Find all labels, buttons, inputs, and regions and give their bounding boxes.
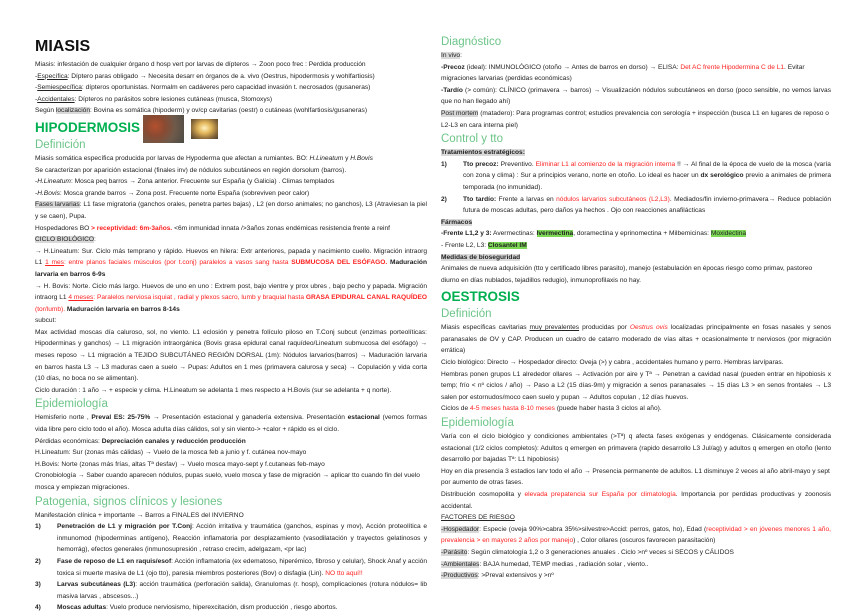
paragraph [35, 59, 427, 71]
text-run: : Según climatología 1,2 o 3 generaciones anuales . Ciclo >nº veces si SECOS y CÁLIDOS [467, 548, 734, 556]
text-run: H.Bovis [350, 154, 373, 162]
text-run: Tto precoz: [463, 160, 499, 168]
paragraph [441, 108, 831, 131]
text-run: Accidentales [37, 95, 75, 103]
text-run: : Acción irritativa y traumática (ganchos, espinas y mov), Acción proteolítica e inmunomod (hipoderminas antígeno), Reacción inflamatoria por desplazamiento (vasodilatación y trayectos gelatinosos y hemorrág), efectos generales (inmunosupresión , retraso crecim, adelgazam, <pr lac) [57, 523, 427, 554]
text-run: localización [55, 107, 90, 115]
text-run: : [94, 236, 96, 244]
paragraph [35, 94, 427, 106]
text-run: -Frente L1,2 y 3: [441, 230, 492, 238]
list-item [441, 159, 831, 194]
text-run: Semiespecífica [37, 84, 82, 92]
text-run: Closantel IM [487, 241, 527, 249]
text-run: Patogenia, signos clínicos y lesiones [35, 495, 223, 508]
text-run: Hembras ponen grupos L1 alrededor ollares → Activación por aire y Tª → Penetran a cavidad nasal (pueden entrar en hipobiosis x temp; frío < nº ciclos / año) → Paso a L2 (15 días-9m) y migración a senos paranasales → 15 días L3 > en senos frontales → L3 salen por estornudos/moco caen suelo y pupan → Adultos copulan , 12 días huevos. [441, 370, 831, 401]
text-run: → Presentación estacional y ganadería extensiva. Presentación [150, 414, 348, 422]
text-run: -Parásito [441, 548, 468, 556]
text-run: H.Lineatum: Sur (zonas más cálidas) → Vuelo de la mosca feb a junio y f. cutánea nov-mayo [35, 449, 307, 457]
text-run: : [460, 52, 462, 59]
text-run: : BAJA humedad, TEMP medias , radiación solar , viento.. [479, 560, 649, 568]
text-run: → H. Bovis: Norte. Ciclo más largo. Huevos de uno en uno : Extrem post, bajo vientre y prox ubres , bajo pecho y papada. Migración intraorg L1 [35, 282, 427, 302]
text-run: -Ambientales [441, 560, 480, 568]
text-run: Miasis: infestación de cualquier órgano d hosp vert por larvas de dípteros → Zoon poco frec : Perdida producción [35, 61, 366, 68]
text-run: Varía con el ciclo biológico y condiciones ambientales (>Tª) q afecta fases exógenas y endógenas. Clásicamente considerada estacional (1/2 ciclos completos): Adultos q emergen en primavera (rapido desarrollo L3 Jul/ag) y adultos q emergen en otoño (lento desarrollo por bajadas Tª: L1 hipobiosis) [441, 433, 831, 464]
subsection-title [441, 306, 831, 322]
text-run: Hemisferio norte , [35, 414, 92, 422]
paragraph [441, 357, 831, 369]
paragraph [35, 105, 427, 117]
list-number: 2) [441, 195, 447, 203]
paragraph [35, 470, 427, 493]
text-run: SUBMUCOSA DEL ESÓFAGO. [291, 259, 388, 267]
text-run: muy prevalentes [529, 324, 580, 332]
text-run: Oestrus ovis [629, 324, 668, 332]
paragraph [35, 246, 427, 281]
text-run: Distribución cosmopolita y [441, 491, 525, 498]
paragraph [441, 547, 831, 559]
text-run: Fase de reposo de L1 en raquis/esof [57, 557, 172, 565]
text-run: Maduración larvaria en barros 6-9s [35, 259, 427, 278]
paragraph [441, 322, 831, 357]
text-run: (ideal): INMUNOLÓGICO (otoño → Antes de barros en dorso) → ELISA: [464, 63, 681, 71]
list-item [441, 194, 831, 217]
text-run: H.Lineatum [309, 154, 344, 162]
text-run: -Productivos [441, 572, 478, 580]
paragraph [35, 412, 427, 435]
paragraph [441, 431, 831, 466]
text-run: Moxidectina [710, 230, 747, 238]
left-column [35, 34, 427, 614]
text-run: , doramectina y eprinomectina + Milbemicinas: [573, 230, 711, 238]
text-run: : Mosca grande barros → Zona post. Frecuente norte España (sobreviven peor calor) [59, 189, 310, 197]
section-title [35, 118, 427, 137]
text-run: MIASIS [35, 38, 91, 55]
text-run: -Tardío [441, 86, 463, 94]
text-run: elevada prepatencia sur España por climatología [524, 491, 676, 498]
paragraph [441, 403, 831, 415]
text-run: HIPODERMOSIS [35, 119, 141, 135]
paragraph [441, 228, 831, 240]
text-run: Fases larvarias [35, 201, 80, 209]
paragraph [35, 510, 427, 522]
text-run: Larvas subcutáneas (L3) [57, 581, 136, 589]
text-run: . Evitar migraciones larvarias (perdidas económicas) [441, 63, 805, 83]
text-run: Eliminar L1 al comienzo de la migración interna [535, 160, 676, 168]
text-run: 4-5 meses hasta 8-10 meses [469, 405, 555, 413]
text-run: GRASA EPIDURAL CANAL RAQUÍDEO [305, 294, 427, 302]
text-run: Hospedadores BO [35, 224, 92, 232]
text-run: : Paralelos nerviosa isquiat , radial y plexos sacro, lumb y braquial hasta [93, 294, 306, 302]
text-run: Frente a larvas en [496, 195, 557, 203]
text-run: (> común): CLÍNICO (primavera → barros) → Visualización nódulos subcutáneos en dorso (poco sensible, no vemos larvas que no han llegado ahí) [441, 86, 831, 106]
paragraph [441, 85, 831, 108]
paragraph [35, 234, 427, 246]
text-run: Penetración de L1 y migración por T.Conj [57, 523, 192, 531]
text-run: Epidemiología [441, 417, 514, 430]
text-run: FACTORES DE RIESGO [441, 514, 515, 522]
list-number: 4) [35, 604, 41, 612]
list-number: 1) [35, 523, 41, 531]
paragraph [441, 489, 831, 512]
text-run: Cronobiología → Saber cuando aparecen nódulos, pupas suelo, vuelo mosca y fase de migración → aplicar tto cuando fin del vuelo mosca y empiezan migraciones. [35, 472, 420, 491]
text-run: : Dípteros no parásitos sobre lesiones cutáneas (musca, Stomoxys) [74, 95, 273, 103]
subsection-title [441, 131, 831, 147]
text-run: H.Lineatum [37, 178, 71, 186]
right-column [441, 34, 831, 582]
text-run: dx serológico [700, 172, 744, 180]
paragraph [35, 315, 427, 327]
paragraph [35, 223, 427, 235]
text-run: -Hospedador [441, 525, 480, 533]
text-run: Maduración larvaria en barros 8-14s [66, 305, 180, 313]
paragraph [35, 165, 427, 177]
text-run: : Vuelo produce nerviosismo, hiperexcitación, dism producción , riesgo abortos. [106, 604, 338, 612]
text-run: Ciclo biológico: Directo → Hospedador directo: Oveja (>) y cabra , accidentales humano y perro. Hembras larvíparas. [441, 359, 784, 367]
paragraph [441, 240, 831, 252]
text-run: localizadas principalmente en fosas nasales y senos paranasales de OV y CAP. Producen un cuadro de catarro moderado de vías altas + ocasionalmente tr nerviosos (por migración errática) [441, 324, 832, 355]
text-run: Tto tardío: [463, 195, 497, 203]
text-run: Det AC frente Hipodermina C de L1 [680, 63, 785, 71]
paragraph [35, 199, 427, 222]
text-run: - Frente L2, L3: [441, 241, 488, 249]
text-run: Tratamientos estratégicos: [441, 149, 525, 157]
subsection-title [35, 137, 427, 153]
text-run: - [35, 95, 38, 103]
text-run: (matadero): Para programas control; estudios prevalencia con serología + inspección (busca L1 en lugares de reposo o L2-L3 en cara interna piel) [441, 109, 829, 129]
paragraph [441, 512, 831, 524]
paragraph [441, 263, 831, 286]
text-run: ) , Color ollares (oscuros favorecen parasitación) [573, 537, 716, 545]
text-run: Depreciación canales y reducción producción [101, 437, 246, 445]
text-run: 1 mes [45, 259, 64, 267]
paragraph [35, 436, 427, 448]
paragraph [441, 559, 831, 571]
text-run: Ciclos de [441, 405, 470, 413]
text-run: (puede haber hasta 3 ciclos al año). [554, 405, 662, 413]
text-run: <6m inmunidad innata />3años zonas endémicas resistencia frente a reinf [172, 224, 390, 232]
text-run: : dípteros oportunistas. Normalm en cadáveres pero capacidad invasión t. necrosados (gusaneras) [81, 84, 371, 92]
text-run: producidas por [579, 324, 630, 332]
text-run: !! → Al final de la época de vuelo de la mosca (varía con zona y clima) : Sur a principios verano, norte en otoño. Lo ideal es hacer un [463, 160, 831, 180]
text-run: - [35, 178, 38, 186]
paragraph [35, 447, 427, 459]
subsection-title [441, 34, 831, 50]
text-run: : >Preval extensivos y >nº [477, 572, 554, 580]
text-run: : Díptero paras obligado → Necesita desarr en órganos de a. vivo (Oestrus, hipodermosis y wohlfartiosis) [67, 72, 375, 80]
text-run: Definición [441, 308, 492, 321]
paragraph [441, 62, 831, 85]
subsection-title [35, 396, 427, 412]
list-number: 2) [35, 557, 41, 565]
text-run: y [343, 154, 351, 162]
text-run: Manifestación clínica + importante → Barros a FINALES del INVIERNO [35, 511, 244, 519]
text-run: (tor/lumb). [35, 305, 66, 313]
text-run: Se caracterizan por aparición estacional (finales inv) de nódulos subcutáneos en región dorsolum (barros). [35, 166, 347, 174]
text-run: Específica [37, 72, 68, 80]
text-run: . Importancia por perdidas productivas y zoonosis accidental. [441, 491, 831, 510]
text-run: : Bovina es somática (hipoderm) y ov/cp cavitarias (oestr) o cutáneas (wohlfartiosis/gusaneras) [90, 107, 368, 115]
text-run: NO tto aquí!! [325, 569, 363, 577]
text-run: (vemos formas vida libre pero ciclo todo el año). Mosca adulta días cálidos, sol y sin viento-> +calor + rápido es el ciclo. [35, 414, 428, 434]
text-run: Hoy en día presencia 3 estadios larv todo el año → Presencia permanente de adultos. L1 disminuye 2 veces al año abril-mayo y sept por aumento de otras fases. [441, 467, 830, 487]
paragraph [441, 252, 831, 264]
paragraph [441, 147, 831, 159]
paragraph [441, 217, 831, 229]
paragraph [441, 570, 831, 582]
paragraph [35, 71, 427, 83]
text-run: Miasis somática específica producida por larvas de Hypoderma que afectan a rumiantes. BO: [35, 154, 310, 162]
list-text [57, 556, 427, 579]
text-run: Avermectinas: [491, 230, 537, 238]
paragraph [35, 153, 427, 165]
paragraph [441, 50, 831, 62]
list-item [35, 521, 427, 556]
paragraph [441, 466, 831, 489]
paragraph [35, 385, 427, 397]
doc-title [35, 36, 427, 58]
text-run: H.Bovis: Norte (zonas más frías, altas Tª desfav) → Vuelo mosca mayo-sept y f.cutaneas feb-mayo [35, 460, 325, 468]
list-text [463, 194, 831, 217]
text-run: Animales de nueva adquisición (tto y certificado libres parasito), manejo (estabulación en épocas riesgo como primav, pastoreo diurno en días nublados, tejadillos redugio), inmunoprofilaxis no hay. [441, 265, 813, 284]
text-run: Max actividad moscas día caluroso, sol, no viento. L1 eclosión y penetra folículo piloso en T.Conj subcut (enzimas porteolíticas: Hipoderminas y ganchos) → L1 migración intraorgánica (Bovis grasa epidural canal raquídeo/Lineatum submucosa del esófago) → meses reposo → L1 migración a TEJIDO SUBCUTÁNEO REGIÓN DORSAL (1m): Nódulos larvarios(barros) → Maduración larvaria en barros hasta L3 → L3 maduras caen a suelo → Pupas: Adultos en 1 mes (primavera calurosa y seca) → Copulación y vida corta (10 días, no boca no se alimentan). [35, 328, 427, 383]
text-run: previo a animales de primera temporada (no inmunidad). [463, 172, 832, 191]
text-run: Medidas de bioseguridad [441, 253, 521, 261]
paragraph [35, 188, 427, 200]
list-text [57, 521, 427, 556]
text-run: - [35, 84, 38, 92]
text-run: : L1 fase migratoria (ganchos orales, penetra partes bajas) , L2 (en dorso animales; no ganchos), L3 (Atraviesan la piel y se caen), Pupa. [35, 201, 427, 220]
text-run: : Especie (oveja 90%>cabra 35%>silvestre>Accid: perros, gatos, ho), Edad ( [479, 525, 707, 533]
text-run: OESTROSIS [441, 289, 520, 305]
subsection-title [441, 415, 831, 431]
list-item [35, 556, 427, 579]
list-text [57, 602, 427, 614]
text-run: Según [35, 107, 56, 115]
text-run: Ciclo duración : 1 año → + especie y clima. H.Lineatum se adelanta 1 mes respecto a H.Bovis (sur se adelanta + q norte). [35, 386, 392, 394]
text-run: : acción traumática (perforación salida), Granulomas (r. hosp), complicaciones (rotura nódulos= lib masiva larvas , abscesos...) [57, 581, 427, 600]
text-run: Ivermectina [536, 230, 574, 238]
list-text [463, 159, 831, 194]
text-run: Post mortem [441, 109, 479, 117]
text-run: In vivo [441, 52, 461, 59]
paragraph [441, 369, 831, 404]
text-run: Miasis específicas cavitarias [441, 324, 530, 332]
text-run: 4 meses [68, 294, 94, 302]
text-run: H.Bovis [37, 189, 60, 197]
list-number: 3) [35, 581, 41, 589]
text-run: Pérdidas económicas: [35, 437, 102, 445]
text-run: -Precoz [441, 63, 465, 71]
section-title [441, 287, 831, 306]
paragraph [441, 524, 831, 547]
text-run: : Acción inflamatoria (ex edematoso, hiperémico, fibroso y celular), Shock Anaf y acción toxica si muerte masiva de L1 (ojo tto), paresia miembros posteriores (Bov) o disfagia (Lin). [57, 557, 427, 577]
paragraph [35, 176, 427, 188]
text-run: Preval ES: 25-75% [91, 414, 151, 422]
text-run: Preventivo. [498, 160, 536, 168]
list-item [35, 602, 427, 614]
text-run: nódulos larvarios subcutáneos (L2,L3) [556, 195, 670, 203]
subsection-title [35, 494, 427, 510]
text-run: estacional [347, 414, 380, 422]
larva-photo [191, 119, 218, 139]
text-run: subcut: [35, 317, 57, 325]
text-run: → H.Lineatum: Sur. Ciclo más temprano y rápido. Huevos en hilera: Extr anteriores, papada y nacimiento cuello. Migración intraorg L1 [35, 247, 427, 267]
text-run: Control y tto [441, 133, 503, 146]
paragraph [35, 459, 427, 471]
text-run: Moscas adultas [57, 604, 107, 612]
text-run: receptividad > en jóvenes menores 1 año, prevalencia > en mayores 2 años por manejo [441, 525, 831, 545]
text-run: CICLO BIOLÓGICO [35, 236, 94, 244]
text-run: - [35, 72, 38, 80]
text-run: Fármacos [441, 218, 473, 226]
hide-skin-photo [143, 115, 184, 143]
list-number: 1) [441, 160, 447, 168]
paragraph [35, 281, 427, 316]
text-run: : entre planos faciales músculos (por t.conj) paralelos a vasos sang hasta [63, 259, 292, 267]
text-run: . Mediados/fin invierno-primavera→ Reduce población futura de moscas adultas, pero daños ya hechos . Ojo con reacciones anafilácticas [463, 195, 831, 215]
text-run: - [35, 189, 38, 197]
paragraph [35, 82, 427, 94]
text-run: > receptividad: 6m-3años. [91, 224, 173, 232]
paragraph [35, 327, 427, 385]
text-run: Definición [35, 138, 86, 151]
text-run: Epidemiología [35, 398, 108, 411]
text-run: Diagnóstico [441, 36, 502, 48]
text-run: : Mosca peq barros → Zona anterior. Frecuente sur España (y Galicia) . Climas templados [70, 178, 335, 186]
